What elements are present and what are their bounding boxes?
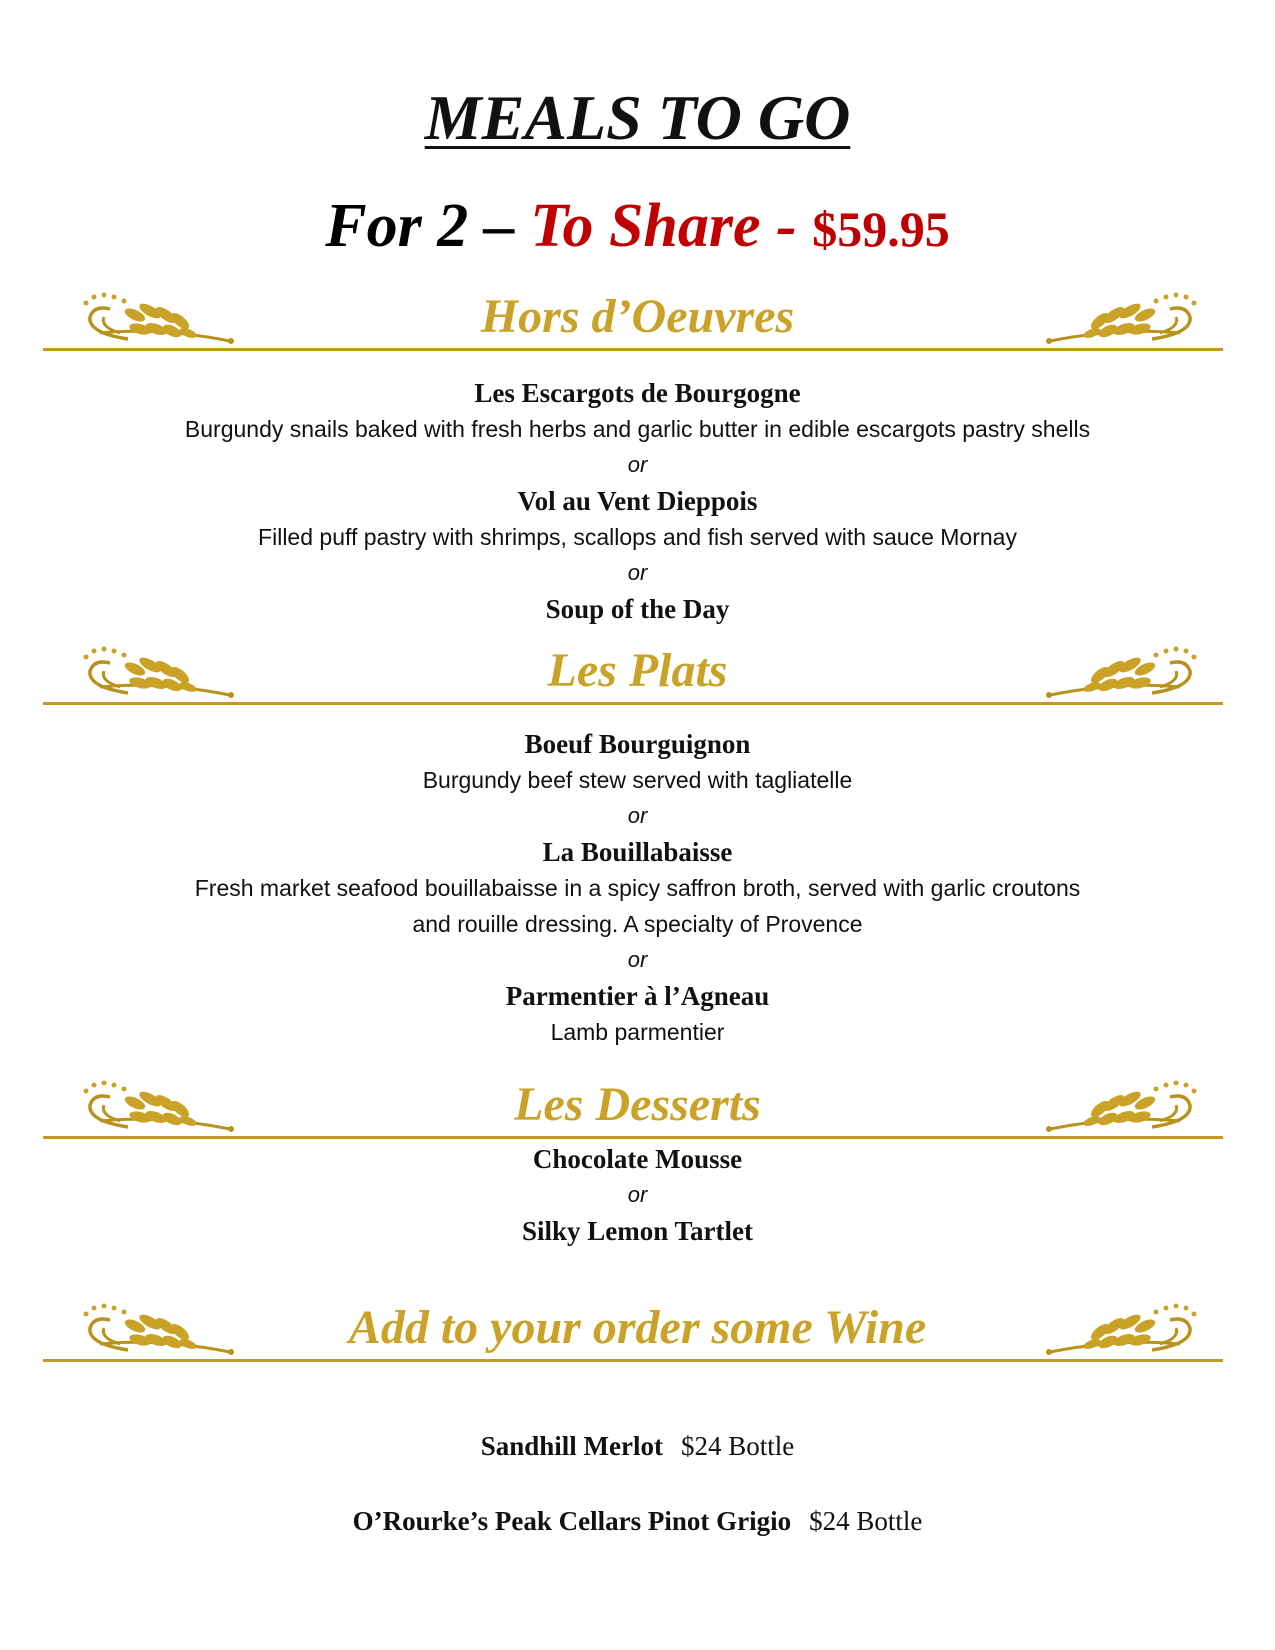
section-heading: Les Plats [547,644,728,697]
section-divider [43,1359,1223,1362]
menu-item-name: Vol au Vent Dieppois [517,486,758,516]
wheat-sprig-icon [1040,643,1205,701]
menu-item-name: Parmentier à l’Agneau [505,981,770,1011]
menu-item-name: Soup of the Day [545,594,730,624]
or-separator: or [627,452,648,477]
section-divider [43,348,1223,351]
subtitle-serving: For 2 – [325,192,531,260]
menu-item-name: Silky Lemon Tartlet [521,1216,754,1246]
wine-name: O’Rourke’s Peak Cellars Pinot Grigio [352,1506,792,1536]
wheat-sprig-icon [1040,1300,1205,1358]
wine-item [0,1503,1275,1539]
section-divider [43,1136,1223,1139]
desserts-list [0,1141,1275,1249]
section-header-wine [0,1290,1275,1362]
section-heading: Add to your order some Wine [348,1301,927,1354]
section-divider [43,702,1223,705]
wheat-sprig-icon [1040,1077,1205,1135]
or-separator: or [627,560,648,585]
section-header-desserts [0,1067,1275,1139]
section-heading: Hors d’Oeuvres [480,290,795,343]
subtitle-share: To Share - [530,192,813,260]
section-heading: Les Desserts [514,1078,761,1131]
section-header-plats [0,633,1275,705]
wine-item [0,1428,1275,1464]
menu-item-name: Chocolate Mousse [532,1144,743,1174]
menu-item-description: Burgundy beef stew served with tagliatelle [422,767,853,793]
menu-item-description: Fresh market seafood bouillabaisse in a spicy saffron broth, served with garlic croutons [194,875,1081,901]
or-separator: or [627,1182,648,1207]
menu-item-description: Lamb parmentier [550,1019,725,1045]
plats-list [0,726,1275,1050]
menu-item-name: La Bouillabaisse [542,837,733,867]
subtitle-price: $59.95 [812,201,950,257]
page-subtitle [0,190,1275,265]
menu-item-description: and rouille dressing. A specialty of Provence [412,911,863,937]
or-separator: or [627,803,648,828]
section-header-hors-doeuvres [0,279,1275,351]
or-separator: or [627,947,648,972]
wine-price: $24 Bottle [809,1506,923,1536]
hors-doeuvres-list [0,375,1275,627]
menu-item-description: Burgundy snails baked with fresh herbs and garlic butter in edible escargots pastry shells [184,416,1091,442]
menu-item-name: Les Escargots de Bourgogne [474,378,801,408]
page-title: MEALS TO GO [424,82,851,153]
wheat-sprig-icon [1040,289,1205,347]
menu-item-description: Filled puff pastry with shrimps, scallops and fish served with sauce Mornay [258,524,1017,550]
wine-name: Sandhill Merlot [480,1431,663,1461]
wine-price: $24 Bottle [681,1431,795,1461]
menu-item-name: Boeuf Bourguignon [524,729,751,759]
